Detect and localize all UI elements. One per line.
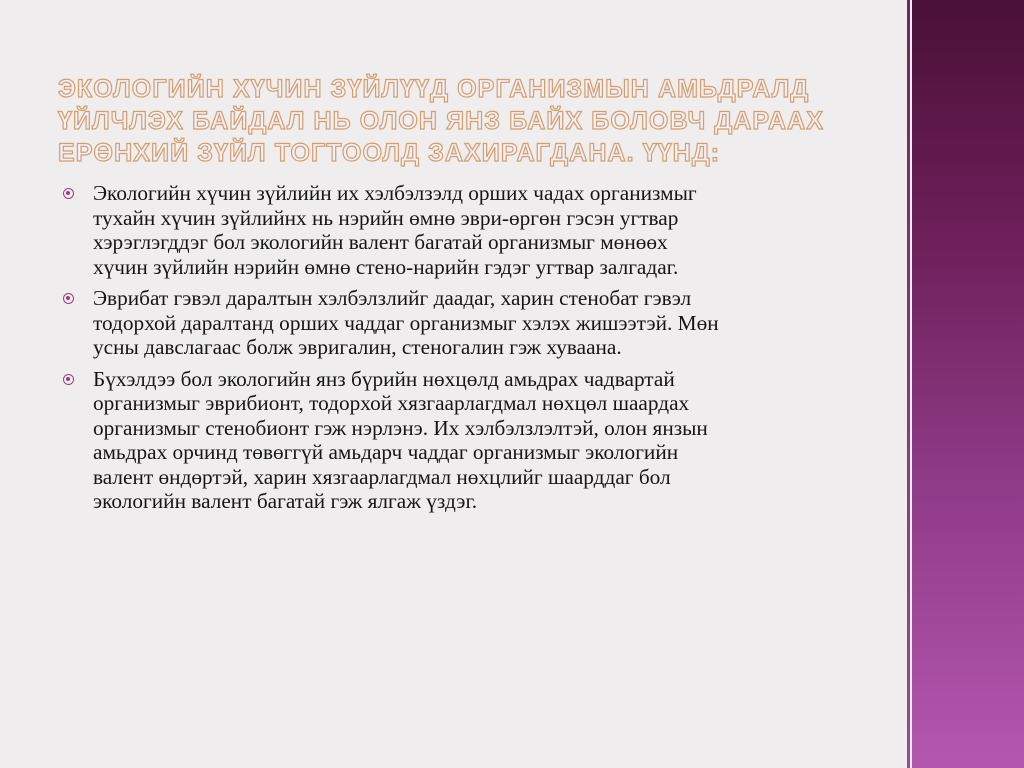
bullet-text — [93, 286, 862, 360]
circled-dot-icon — [63, 374, 74, 385]
slide-title-line: ҮЙЛЧЛЭХ БАЙДАЛ НЬ ОЛОН ЯНЗ БАЙХ БОЛОВЧ ДАРААХ — [58, 107, 825, 135]
bullet-text-line: Экологийн хүчин зүйлийн их хэлбэлзэлд орших чадах организмыг — [93, 181, 697, 205]
side-band-divider — [907, 0, 910, 768]
bullet-text-line: Эврибат гэвэл даралтын хэлбэлзлийг даадаг, харин стенобат гэвэл — [93, 286, 692, 310]
bullet-text-line: валент өндөртэй, харин хязгаарлагдмал нөхцлийг шаарддаг бол — [93, 464, 671, 489]
side-decorative-band — [912, 0, 1024, 768]
bullet-text-line: Бүхэлдээ бол экологийн янз бүрийн нөхцөлд амьдрах чадвартай — [93, 366, 675, 391]
bullet-text — [93, 181, 862, 279]
bullet-text-line: организмыг стенобионт гэж нэрлэнэ. Их хэлбэлзлэлтэй, олон янзын — [93, 415, 708, 440]
bullet-item — [62, 181, 862, 279]
circled-dot-icon — [63, 293, 74, 304]
bullet-text-line: тухайн хүчин зүйлийнх нь нэрийн өмнө эври-өргөн гэсэн угтвар — [93, 205, 679, 230]
bullet-text-line: хүчин зүйлийн нэрийн өмнө стено-нарийн гэдэг угтвар залгадаг. — [93, 254, 679, 279]
bullet-item — [62, 367, 862, 514]
slide-title-line: ЕРӨНХИЙ ЗҮЙЛ ТОГТООЛД ЗАХИРАГДАНА. ҮҮНД: — [58, 139, 721, 167]
bullet-item — [62, 286, 862, 360]
slide-title — [58, 73, 878, 169]
bullet-text — [93, 367, 862, 514]
bullet-text-line: усны давслагаас болж эвригалин, стеногалин гэж хуваана. — [93, 335, 622, 359]
bullet-list — [62, 181, 862, 521]
bullet-text-line: экологийн валент багатай гэж ялгаж үздэг. — [93, 489, 478, 513]
circled-dot-icon — [63, 188, 74, 199]
bullet-text-line: хэрэглэгддэг бол экологийн валент багатай организмыг мөнөөх — [93, 230, 668, 254]
bullet-text-line: тодорхой даралтанд орших чаддаг организмыг хэлэх жишээтэй. Мөн — [93, 310, 719, 335]
bullet-text-line: амьдрах орчинд төвөггүй амьдарч чаддаг организмыг экологийн — [93, 440, 679, 464]
slide-title-line: ЭКОЛОГИЙН ХҮЧИН ЗҮЙЛҮҮД ОРГАНИЗМЫН АМЬДРАЛД — [58, 75, 810, 103]
bullet-text-line: организмыг эврибионт, тодорхой хязгаарлагдмал нөхцөл шаардах — [93, 391, 690, 415]
